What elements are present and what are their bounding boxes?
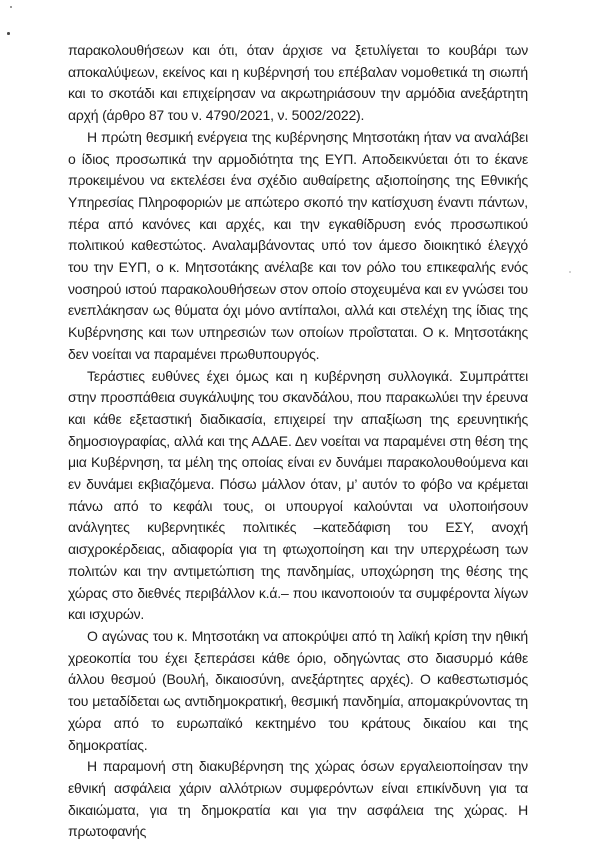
paragraph: Ο αγώνας του κ. Μητσοτάκη να αποκρύψει από τη λαϊκή κρίση την ηθική χρεοκοπία του έχει ξεπεράσει κάθε όριο, οδηγώντας στο διασυρμό κάθε άλλου θεσμού (Βουλή, δικαιοσύνη, ανεξάρτητες αρχές). Ο καθεστωτισμός του μεταδίδεται ως αντιδημοκρατική, θεσμική πανδημία, απομακρύνοντας τη χώρα από το ευρωπαϊκό κεκτημένο του κράτους δικαίου και της δημοκρατίας.	[68, 627, 528, 753]
paragraph: Η πρώτη θεσμική ενέργεια της κυβέρνησης Μητσοτάκη ήταν να αναλάβει ο ίδιος προσωπικά την αρμοδιότητα της ΕΥΠ. Αποδεικνύεται ότι το έκανε προκειμένου να εκτελέσει ένα σχέδιο αυθαίρετης αξιοποίησης της Εθνικής Υπηρεσίας Πληροφοριών με απώτερο σκοπό την κατίσχυση έναντι πάντων, πέρα από κανόνες και αρχές, και την εγκαθίδρυση ενός προσωπικού πολιτικού καθεστώτος. Αναλαμβάνοντας υπό τον άμεσο διοικητικό έλεγχό του την ΕΥΠ, ο κ. Μητσοτάκης ανέλαβε και τον ρόλο του επικεφαλής ενός νοσηρού ιστού παρακολουθήσεων στον οποίο στοχευμένα και εν γνώσει του ενεπλάκησαν ως θύματα όχι μόνο αντίπαλοι, αλλά και στελέχη της ίδιας της Κυβέρνησης και των υπηρεσιών των οποίων προΐσταται. Ο κ. Μητσοτάκης δεν νοείται να παραμένει πρωθυπουργός.	[68, 128, 528, 362]
paragraph-continuation: παρακολουθήσεων και ότι, όταν άρχισε να ξετυλίγεται το κουβάρι των αποκαλύψεων, εκείνος και η κυβέρνησή του επέβαλαν νομοθετικά τη σιωπή και το σκοτάδι και επιχείρησαν να ακρωτηριάσουν την αρμόδια ανεξάρτητη αρχή (άρθρο 87 του ν. 4790/2021, ν. 5002/2022).	[68, 42, 528, 124]
paragraph: Τεράστιες ευθύνες έχει όμως και η κυβέρνηση συλλογικά. Συμπράττει στην προσπάθεια συγκάλυψης του σκανδάλου, που παρακωλύει την έρευνα και κάθε εξεταστική διαδικασία, επιχειρεί την απαξίωση της ερευνητικής δημοσιογραφίας, αλλά και της ΑΔΑΕ. Δεν νοείται να παραμένει στη θέση της μια Κυβέρνηση, τα μέλη της οποίας είναι εν δυνάμει παρακολουθούμενα και εν δυνάμει εκβιαζόμενα. Πόσω μάλλον όταν, μ’ αυτόν το φόβο να κρέμεται πάνω από το κεφάλι τους, οι υπουργοί καλούνται να υλοποιήσουν ανάλγητες κυβερνητικές πολιτικές –κατεδάφιση του ΕΣΥ, ανοχή αισχροκέρδειας, αδιαφορία για τη φτωχοποίηση και την υπερχρέωση των πολιτών και την αντιμετώπιση της πανδημίας, υποχώρηση της θέσης της χώρας στο διεθνές περιβάλλον κ.ά.– που ικανοποιούν τα συμφέροντα λίγων και ισχυρών.	[68, 367, 528, 623]
document-text-block	[68, 40, 528, 843]
scan-speck-icon	[7, 32, 10, 35]
scan-speck-icon	[569, 271, 571, 273]
scan-speck-icon	[10, 6, 12, 8]
paragraph: Η παραμονή στη διακυβέρνηση της χώρας όσων εργαλειοποίησαν την εθνική ασφάλεια χάριν αλλότριων συμφερόντων είναι επικίνδυνη για τα δικαιώματα, για τη δημοκρατία και για την ασφάλεια της χώρας. Η πρωτοφανής	[68, 758, 528, 840]
